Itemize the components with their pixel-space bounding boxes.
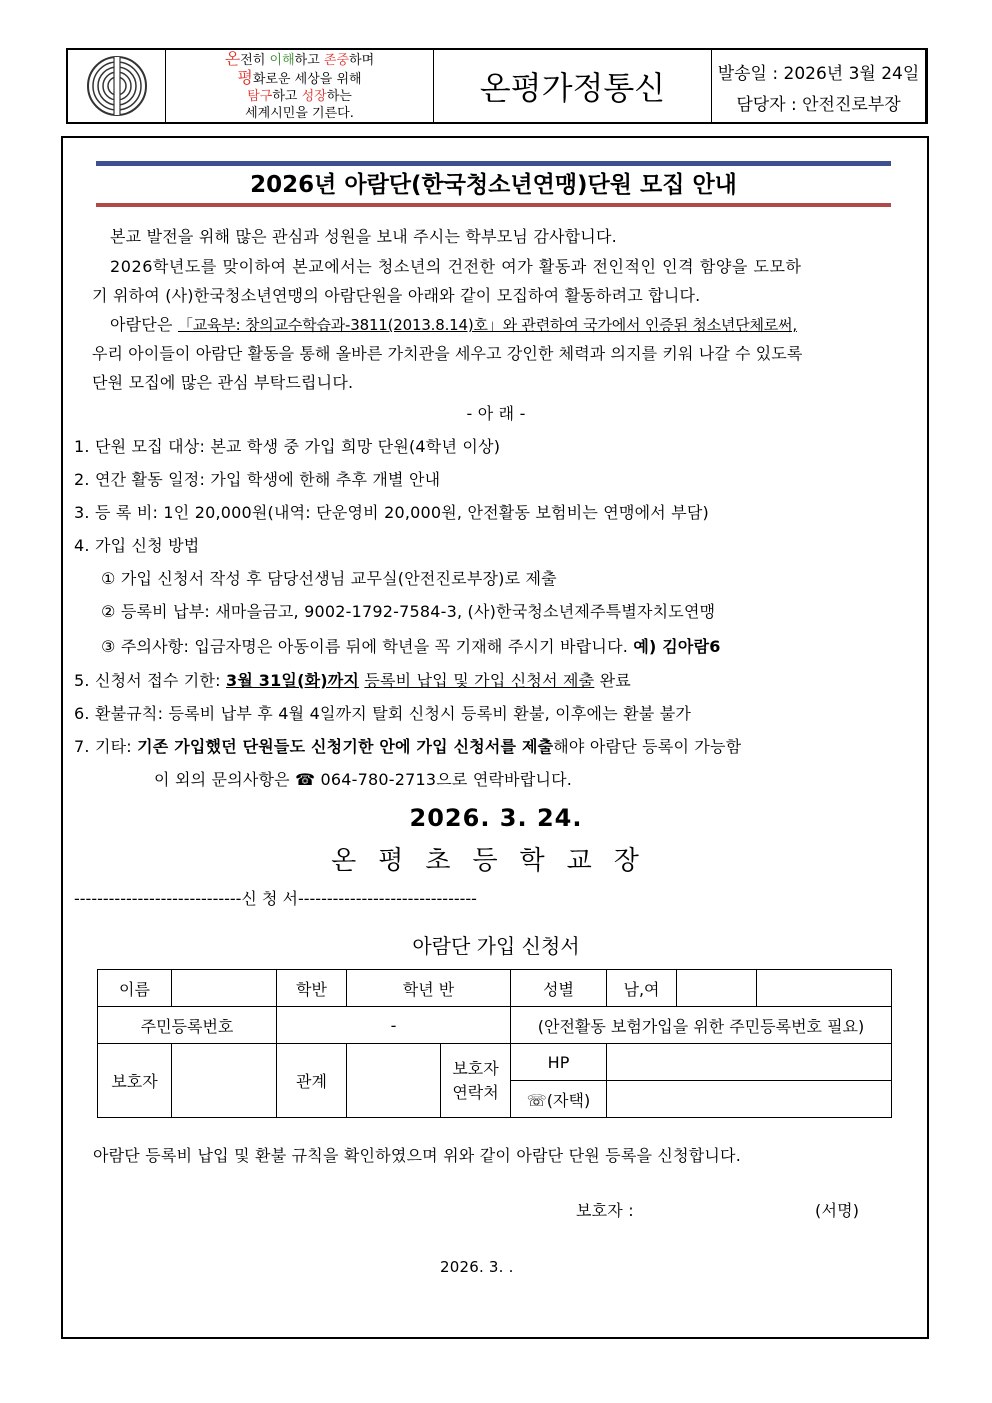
- title-top-rule: [96, 161, 891, 166]
- newsletter-header: [66, 48, 928, 124]
- relation-field[interactable]: [347, 1044, 441, 1118]
- school-emblem-icon: [86, 55, 148, 117]
- name-field[interactable]: [172, 970, 277, 1007]
- issue-date: 2026. 3. 24.: [409, 804, 583, 832]
- paragraph-3-line-2: 우리 아이들이 아람단 활동을 통해 올바른 가치관을 세우고 강인한 체력과 의지를 키워 나갈 수 있도록: [92, 344, 803, 363]
- newsletter-title: 온평가정통신: [434, 50, 712, 122]
- item-1: 1. 단원 모집 대상: 본교 학생 중 가입 희망 단원(4학년 이상): [74, 437, 501, 456]
- grade-class-field[interactable]: 학년 반: [347, 970, 511, 1007]
- deadline-date: 3월 31일(화)까지: [226, 671, 360, 690]
- paragraph-3-line-1: 아람단은 「교육부: 창의교수학습과-3811(2013.8.14)호」와 관련하여 국가에서 인증된 청소년단체로써,: [110, 315, 797, 334]
- paragraph-2-line-1: 2026학년도를 맞이하여 본교에서는 청소년의 건전한 여가 활동과 전인적인 인격 함양을 도모하: [110, 257, 802, 276]
- item-4-3: ③ 주의사항: 입금자명은 아동이름 뒤에 학년을 꼭 기재해 주시기 바랍니다. 예) 김아람6: [101, 637, 721, 656]
- blank-cell-1: [677, 970, 757, 1007]
- guardian-label: 보호자: [98, 1044, 172, 1118]
- id-note: (안전활동 보험가입을 위한 주민등록번호 필요): [511, 1007, 892, 1044]
- id-field[interactable]: -: [277, 1007, 511, 1044]
- cut-line: -----------------------------신 청 서-------------------------------: [74, 889, 477, 908]
- below-heading: - 아 래 -: [466, 404, 526, 423]
- header-info: [712, 50, 926, 122]
- home-phone-field[interactable]: [607, 1081, 892, 1118]
- motto-line-4: 세계시민을 기른다.: [245, 106, 354, 121]
- logo-cell: [68, 50, 166, 122]
- form-title: 아람단 가입 신청서: [412, 934, 580, 958]
- application-form: [97, 969, 892, 1118]
- item-4-2: ② 등록비 납부: 새마을금고, 9002-1792-7584-3, (사)한국청소년제주특별자치도연맹: [101, 602, 716, 621]
- motto-line-3: 탐구하고 성장하는: [247, 89, 352, 104]
- guardian-sign-label: 보호자 :: [576, 1201, 634, 1220]
- home-phone-label: ☏(자택): [511, 1081, 607, 1118]
- item-5: 5. 신청서 접수 기한: 3월 31일(화)까지 등록비 납입 및 가입 신청서 제출 완료: [74, 671, 631, 690]
- manager: 담당자 : 안전진로부장: [736, 95, 901, 115]
- paragraph-2-line-2: 기 위하여 (사)한국청소년연맹의 아람단원을 아래와 같이 모집하여 활동하려고 합니다.: [92, 286, 701, 305]
- item-6: 6. 환불규칙: 등록비 납부 후 4월 4일까지 탈회 신청시 등록비 환불, 이후에는 환불 불가: [74, 704, 692, 723]
- item-3: 3. 등 록 비: 1인 20,000원(내역: 단운영비 20,000원, 안전활동 보험비는 연맹에서 부담): [74, 503, 709, 522]
- id-label: 주민등록번호: [98, 1007, 277, 1044]
- guardian-field[interactable]: [172, 1044, 277, 1118]
- class-label: 학반: [277, 970, 347, 1007]
- school-motto: [166, 50, 434, 122]
- hp-field[interactable]: [607, 1044, 892, 1081]
- title-bottom-rule: [96, 203, 891, 207]
- name-label: 이름: [98, 970, 172, 1007]
- document-title: 2026년 아람단(한국청소년연맹)단원 모집 안내: [250, 172, 737, 198]
- item-7: 7. 기타: 기존 가입했던 단원들도 신청기한 안에 가입 신청서를 제출해야 아람단 등록이 가능함: [74, 737, 742, 756]
- motto-line-1: 온전히 이해하고 존중하며: [224, 49, 375, 68]
- signature-field[interactable]: (서명): [815, 1201, 860, 1220]
- paragraph-1: 본교 발전을 위해 많은 관심과 성원을 보내 주시는 학부모님 감사합니다.: [110, 227, 617, 246]
- send-date: 발송일 : 2026년 3월 24일: [717, 64, 920, 84]
- blank-cell-2: [757, 970, 892, 1007]
- application-date: 2026. 3. .: [440, 1258, 514, 1276]
- item-2: 2. 연간 활동 일정: 가입 학생에 한해 추후 개별 안내: [74, 470, 441, 489]
- legal-reference: 「교육부: 창의교수학습과-3811(2013.8.14)호」와 관련하여 국가에서 인증된 청소년단체로써,: [177, 316, 797, 334]
- gender-label: 성별: [511, 970, 607, 1007]
- principal-signature: 온평초등학교장: [331, 846, 661, 876]
- item-4-1: ① 가입 신청서 작성 후 담당선생님 교무실(안전진로부장)로 제출: [101, 569, 557, 588]
- item-4: 4. 가입 신청 방법: [74, 536, 200, 555]
- gender-field[interactable]: 남,여: [607, 970, 677, 1007]
- motto-line-2: 평화로운 세상을 위해: [237, 68, 362, 87]
- depositor-example: 예) 김아람6: [633, 637, 721, 656]
- guardian-contact-label: 보호자 연락처: [441, 1044, 511, 1118]
- relation-label: 관계: [277, 1044, 347, 1118]
- hp-label: HP: [511, 1044, 607, 1081]
- paragraph-3-line-3: 단원 모집에 많은 관심 부탁드립니다.: [92, 373, 354, 392]
- contact-info: 이 외의 문의사항은 ☎ 064-780-2713으로 연락바랍니다.: [154, 770, 573, 789]
- consent-statement: 아람단 등록비 납입 및 환불 규칙을 확인하였으며 위와 같이 아람단 단원 등록을 신청합니다.: [93, 1146, 741, 1165]
